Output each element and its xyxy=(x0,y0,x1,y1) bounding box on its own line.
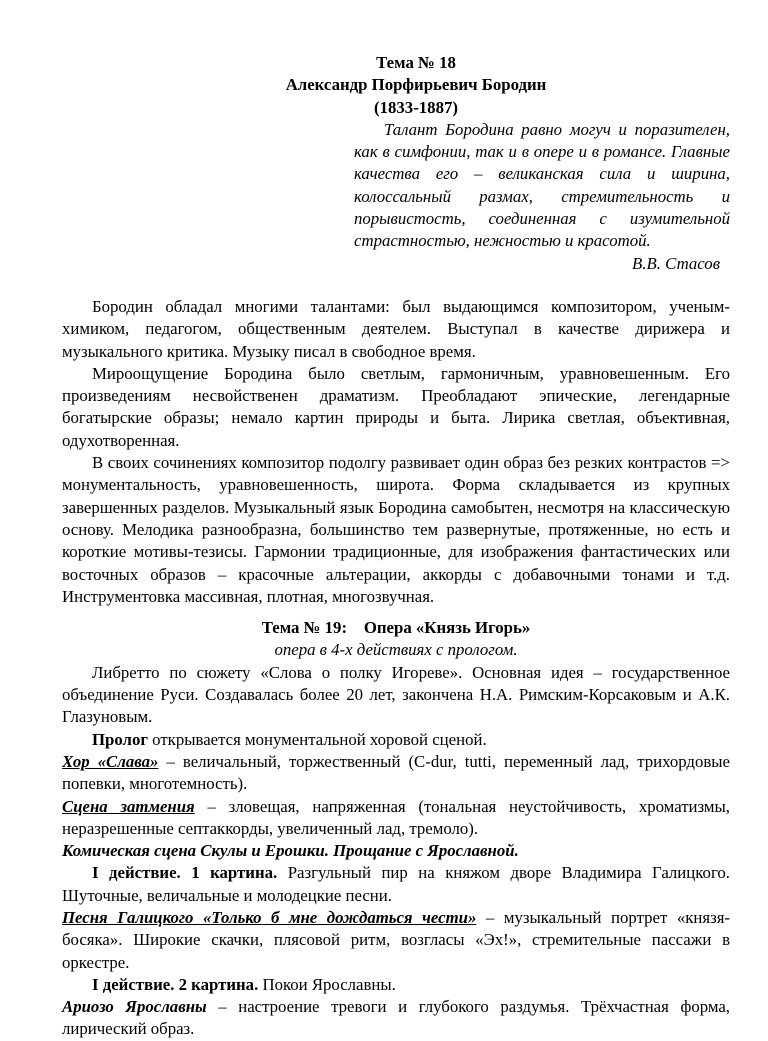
opera-subtitle: опера в 4-х действиях с прологом. xyxy=(274,640,518,660)
act1-scene1-text: Разгульный пир на княжом дворе Владимира Галицкого. Шуточные, величальные и молодецкие песни. xyxy=(62,863,730,905)
paragraph-style: В своих сочинениях композитор подолгу развивает один образ без резких контрастов => монументальность, уравновешенность, широта. Форма складывается из крупных завершенных разделов. Музыкальный язык Бородина самобытен, несмотря на классическую основу. Мелодика разнообразна, большинство тем развернутые, протяженные, но есть и короткие мотивы-тезисы. Гармонии традиционные, для изображения фантастических или восточных образов – красочные альтерации, аккорды с добавочными тонами и т.д. Инструментовка массивная, плотная, многозвучная. xyxy=(62,453,730,606)
opera-title: Опера «Князь Игорь» xyxy=(363,618,531,638)
paragraph-libretto: Либретто по сюжету «Слова о полку Игореве». Основная идея – государственное объединение Руси. Создавалась более 20 лет, закончена Н.А. Римским-Корсаковым и А.К. Глазуновым. xyxy=(62,662,730,727)
paragraph-act1-scene2 xyxy=(62,974,730,996)
arioso-text: – настроение тревоги и глубокого раздумья. Трёхчастная форма, лирический образ. xyxy=(62,997,730,1039)
paragraph-chorus xyxy=(62,751,730,796)
paragraph-worldview: Мироощущение Бородина было светлым, гармоничным, уравновешенным. Его произведениям несвойственен драматизм. Преобладают эпические, легендарные богатырские образы; немало картин природы и быта. Лирика светлая, объективная, одухотворенная. xyxy=(62,363,730,450)
galitsky-song-label: Песня Галицкого «Только б мне дождаться чести» xyxy=(62,907,477,927)
arioso-label: Ариозо Ярославны xyxy=(62,997,207,1017)
paragraph-galitsky-song xyxy=(62,907,730,974)
chorus-text: – величальный, торжественный (C-dur, tutti, переменный лад, трихордовые попевки, многотемность). xyxy=(62,751,730,794)
comic-scene: Комическая сцена Скулы и Ерошки. Прощание с Ярославной. xyxy=(62,841,519,861)
spacer xyxy=(62,275,730,296)
topic-19-number: Тема № 19: xyxy=(261,618,348,638)
composer-name: Александр Порфирьевич Бородин xyxy=(285,75,547,95)
topic-18-number: Тема № 18 xyxy=(376,53,456,72)
paragraph-arioso xyxy=(62,996,730,1041)
eclipse-text: – зловещая, напряженная (тональная неустойчивость, хроматизмы, неразрешенные септаккорды, увеличенный лад, тремоло). xyxy=(62,796,730,838)
act1-scene1-label: I действие. 1 картина. xyxy=(92,863,278,883)
topic-19-heading xyxy=(62,617,730,639)
paragraph-talents: Бородин обладал многими талантами: был выдающимся композитором, ученым-химиком, педагогом, общественным деятелем. Выступал в качестве дирижера и музыкального критика. Музыку писал в свободное время. xyxy=(62,296,730,361)
paragraph-act1-scene1 xyxy=(62,862,730,907)
chorus-label: Хор «Слава» xyxy=(62,751,159,771)
epigraph-author: В.В. Стасов xyxy=(632,253,720,273)
prologue-label: Пролог xyxy=(92,729,148,749)
document-content xyxy=(62,52,730,1041)
epigraph: Талант Бородина равно могуч и поразителен, как в симфонии, так и в опере и в романсе. Главные качества его – великанская сила и ширина, колоссальный размах, стремительность и порывистость, соединенная с изумительной страстностью, нежностью и красотой. xyxy=(354,119,730,251)
composer-years: (1833-1887) xyxy=(374,97,458,117)
prologue-text: открывается монументальной хоровой сценой. xyxy=(147,729,487,749)
act1-scene2-text: Покои Ярославны. xyxy=(258,974,396,994)
galitsky-song-text: – музыкальный портрет «князя-босяка». Широкие скачки, плясовой ритм, возгласы «Эх!», стремительные пассажи в оркестре. xyxy=(62,907,730,972)
act1-scene2-label: I действие. 2 картина. xyxy=(92,974,259,994)
paragraph-prologue xyxy=(62,729,730,751)
eclipse-label: Сцена затмения xyxy=(62,796,195,816)
paragraph-eclipse xyxy=(62,796,730,841)
